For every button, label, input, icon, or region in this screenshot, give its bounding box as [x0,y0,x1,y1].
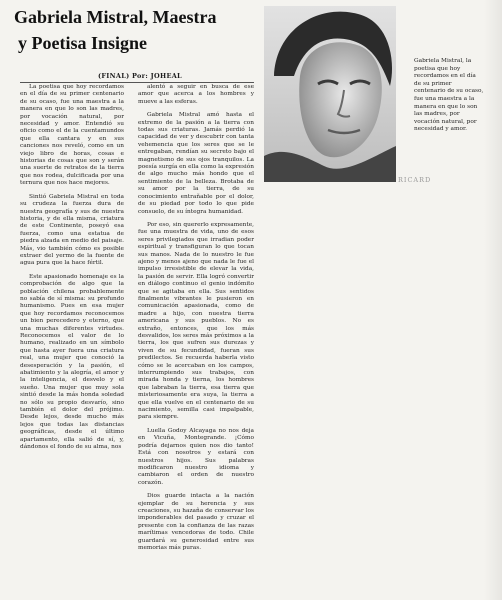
article-column-1 [20,84,124,458]
headline-line-2: y Poetisa Insigne [18,33,148,53]
page-edge [484,0,502,600]
paragraph: Luella Godoy Alcayaga no nos deja en Vicuña, Montegrande. ¡Cómo podría dejarnos quien nos dio tanto! Está con nosotros y estará con nuestros hijos. Sus palabras modificaron nuestro idioma y cambiaron el orden de nuestro corazón. [138,427,254,486]
paragraph: Dios guarde intacta a la nación ejemplar de su herencia y sus creaciones, su hazaña de conservar los imponderables del pasado y cruzar el presente con la confianza de las razas marítimas vencedoras de todo. Chile guardará su generosidad entre sus memorias más puras. [138,493,254,551]
byline: (FINAL) Por: JOHEAL [98,72,182,80]
paragraph: Este apasionado homenaje es la comprobación de algo que la población chilena probablemente no sabía de sí misma: su profundo humanismo. Pues en esa mujer que hoy recordamos reconocemos un bien perecedero y eterno, que una muchas diferentes virtudes. Reconocemos el valor de lo humano, realizado en un símbolo que hasta ayer fuera una criatura real, una mujer que conoció la desesperación y la pasión, el abatimiento y la alegría, el amor y la inteligencia, el desvelo y el sueño. Una mujer que muy sola sintió desde la más honda soledad no sólo su propio desvarío, sino también el dolor del prójimo. Desde lejos, desde mucho más lejos que todas las distancias geográficas, desde el último apartamento, ella salió de sí, y, dándonos el fondo de su alma, nos [20,273,124,451]
headline-line-1: Gabriela Mistral, Maestra [14,7,217,27]
paragraph: Sintió Gabriela Mistral en toda su crudeza la fuerza dura de nuestra geografía y sus de nuestra historia, y de ella misma, criatura de este Continente, poseyó esa fuerza, como una estatua de piedra alzada en medio del paisaje. Más, vio también cómo es posible extraer del yermo de la fuente de agua pura que la hace fértil. [20,193,124,267]
paragraph: alentó a seguir en busca de ese amor que acerca a los hombres y mueve a las esferas. [138,84,254,105]
article-headline [14,4,266,56]
adjacent-clipping-fragment: RICARD [398,176,432,184]
paragraph: La poetisa que hoy recordamos en el día de su primer centenario de su ocaso, fue una maestra a la manera en que lo son las madres, por vocación natural, por necesidad y amor. Entendió su oficio como el de la cuentamundos que ella cantara y en sus canciones nos reveló, como en un viejo libro de horas, cosas e historias de cosas que son y serán una suerte de retratos de la tierra que nos rodea, dulcificada por una ternura que nos hace mejores. [20,84,124,187]
paragraph: Gabriela Mistral amó hasta el extremo de la pasión a la tierra con todas sus criaturas. Jamás perdió la capacidad de ver y descubrir con tanta vehemencia que los seres que se le entregaban, rendían su secreto bajo el magnetismo de sus ojos tranquilos. La poesía surgía en ella como la expresión de algo mucho más hondo que el sentimiento de la belleza. Brotaba de su amor por la tierra, de su conocimiento entrañable por el dolor, de su piedad por todo lo que pide consuelo, de su íntegra humanidad. [138,112,254,215]
paragraph: Por eso, sin quererlo expresamente, fue una muestra de vida, uno de esos seres privilegiados que irradian poder espiritual y transfiguran lo que tocan sus manos. Nada de lo nuestro le fue ajeno y menos ajeno que nada le fue el impulso irresistible de elevar la vida, la pasión de servir. Ella logró convertir en diálogo continuo el genio indómito que se agitaba en ella. Sus sentidos finalmente vibrantes le pusieron en comunicación apasionada, como de madre a hijo, con nuestra tierra americana y sus pueblos. No es extraño, entonces, que los más desvalidos, los seres más próximos a la tierra, los que sufren sus durezas y viven de su fecundidad, fueran sus predilectos. Se recuerda haberla visto cómo se le acercaban en los campos, interrumpiendo sus trabajos, con mirada honda y tierna, los hombres que labraban la tierra, esa tierra que misteriosamente era suya, la tierra a que ella vuelve en el centenario de su nacimiento, semilla casi impalpable, para siempre. [138,221,254,421]
portrait-image [264,6,396,182]
portrait-photo [264,6,396,182]
header-divider [20,82,254,83]
photo-caption: Gabriela Mistral, la poetisa que hoy recordamos en el día de su primer centenario de su ocaso, fue una maestra a la manera en que lo son las madres, por vocación natural, por necesidad y amor. [414,58,484,133]
article-column-2 [138,84,254,558]
